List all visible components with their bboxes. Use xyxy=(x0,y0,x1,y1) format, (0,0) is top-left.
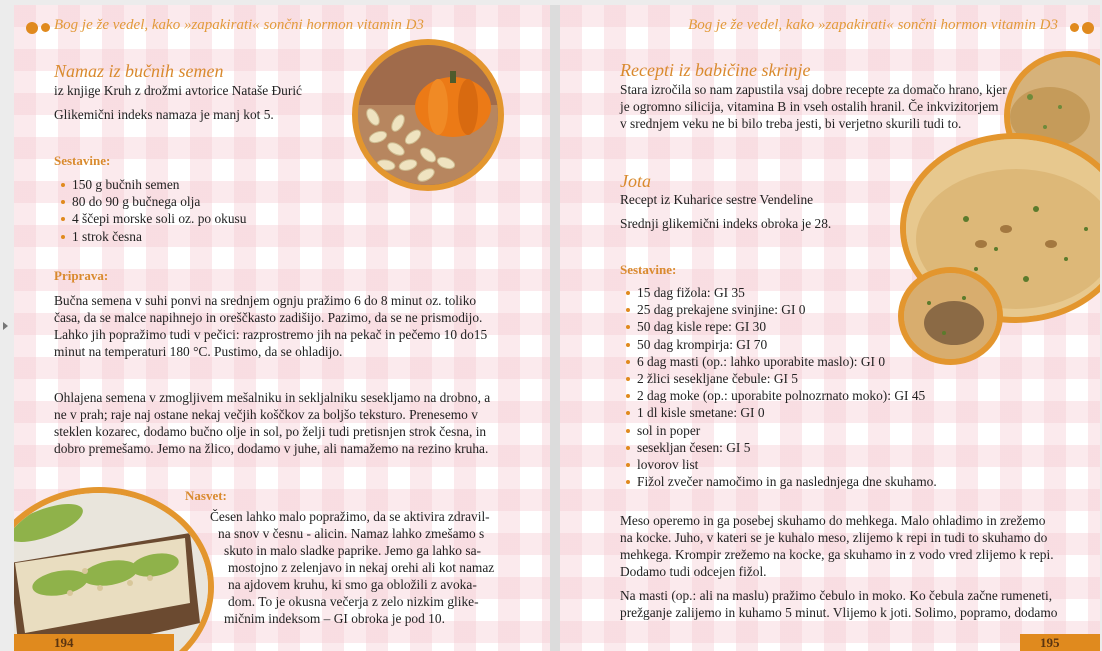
text-line: steklen kozarec, dodamo bučno olje in sol, po želji tudi pretisnjen strok česna, in xyxy=(54,424,487,439)
text-line: prežganje zalijemo in kuhamo 5 minut. Vlijemo k joti. Solimo, popramo, dodamo xyxy=(620,605,1058,620)
method-paragraph-2 xyxy=(620,587,1060,621)
section-title: Recepti iz babičine skrinje xyxy=(620,60,811,80)
text-line: skuto in malo sladke paprike. Jemo ga lahko sa- xyxy=(224,543,481,558)
list-item: 80 do 90 g bučnega olja xyxy=(61,193,246,210)
list-item: 50 dag krompirja: GI 70 xyxy=(626,336,937,353)
list-item: 6 dag masti (op.: lahko uporabite maslo): GI 0 xyxy=(626,353,937,370)
page-gutter xyxy=(550,5,560,651)
list-item: 15 dag fižola: GI 35 xyxy=(626,284,937,301)
text-line: na kocke. Juho, v kateri se je kuhalo meso, zlijemo k repi in tudi to skuhamo do xyxy=(620,530,1048,545)
gi-note: Srednji glikemični indeks obroka je 28. xyxy=(620,216,832,231)
ingredients-heading: Sestavine: xyxy=(620,262,677,277)
recipe-title: Namaz iz bučnih semen xyxy=(54,61,224,81)
list-item: Fižol zvečer namočimo in ga naslednjega dne skuhamo. xyxy=(626,473,937,490)
text-line: dobro premešamo. Jemo na žlico, dodamo v juhe, ali namažemo na rezino kruha. xyxy=(54,441,489,456)
text-line: je ogromno silicija, vitamina B in vseh ostalih hranil. Če inkvizitorjem xyxy=(620,99,999,114)
list-item: 50 dag kisle repe: GI 30 xyxy=(626,318,937,335)
text-line: Meso operemo in ga posebej skuhamo do mehkega. Malo ohladimo in zrežemo xyxy=(620,513,1046,528)
list-item: sol in poper xyxy=(626,422,937,439)
page-right xyxy=(560,5,1100,651)
list-item: 1 dl kisle smetane: GI 0 xyxy=(626,404,937,421)
recipe-source: Recept iz Kuharice sestre Vendeline xyxy=(620,192,814,207)
list-item: sesekljan česen: GI 5 xyxy=(626,439,937,456)
text-line: ne v prah; raje naj ostane nekaj večjih koščkov za boljšo teksturo. Prenesemo v xyxy=(54,407,478,422)
method-heading: Priprava: xyxy=(54,268,109,283)
text-line: mostojno z zelenjavo in nekaj orehi ali kot namaz xyxy=(228,560,495,575)
method-paragraph-1 xyxy=(620,512,1060,580)
list-item: 4 ščepi morske soli oz. po okusu xyxy=(61,210,246,227)
text-line: v srednjem veku ne bi bilo treba jesti, bi verjetno skurili tudi to. xyxy=(620,116,962,131)
tip-heading: Nasvet: xyxy=(185,488,227,503)
ingredients-list xyxy=(61,176,246,245)
method-paragraph-2 xyxy=(54,389,494,457)
page-left xyxy=(14,5,550,651)
intro-paragraph xyxy=(620,81,1020,132)
list-item: 2 dag moke (op.: uporabite polnozrnato moko): GI 45 xyxy=(626,387,937,404)
ingredients-heading: Sestavine: xyxy=(54,153,111,168)
text-line: Stara izročila so nam zapustila vsaj dobre recepte za domačo hrano, kjer xyxy=(620,82,1007,97)
list-item: 150 g bučnih semen xyxy=(61,176,246,193)
list-item: lovorov list xyxy=(626,456,937,473)
text-line: na ajdovem kruhu, ki smo ga obložili z avoka- xyxy=(228,577,477,592)
text-line: dom. To je okusna večerja z zelo nizkim glike- xyxy=(228,594,479,609)
tip-paragraph xyxy=(210,508,496,627)
text-line: Česen lahko malo popražimo, da se aktivira zdravil- xyxy=(210,509,490,524)
text-line: časa, da se malce napihnejo in oreščkasto zadišijo. Pazimo, da se ne prismodijo. xyxy=(54,310,483,325)
recipe-title: Jota xyxy=(620,171,651,191)
running-head: Bog je že vedel, kako »zapakirati« sončni hormon vitamin D3 xyxy=(688,17,1058,33)
text-line: Lahko jih popražimo tudi v pečici: razprostremo jih na pekač in pečemo 10 do15 xyxy=(54,327,488,342)
page-number: 194 xyxy=(14,634,174,651)
text-line: na snov v česnu - alicin. Namaz lahko zmešamo s xyxy=(218,526,485,541)
list-item: 1 strok česna xyxy=(61,228,246,245)
running-head: Bog je že vedel, kako »zapakirati« sončni hormon vitamin D3 xyxy=(54,17,424,33)
ingredients-list xyxy=(626,284,937,490)
list-item: 25 dag prekajene svinjine: GI 0 xyxy=(626,301,937,318)
text-line: Dodamo tudi odcejen fižol. xyxy=(620,564,767,579)
gi-note: Glikemični indeks namaza je manj kot 5. xyxy=(54,107,274,122)
recipe-source: iz knjige Kruh z drožmi avtorice Nataše Đurić xyxy=(54,83,303,98)
text-line: minut na temperaturi 180 °C. Pustimo, da se ohladijo. xyxy=(54,344,343,359)
text-line: mičnim indeksom – GI obroka je pod 10. xyxy=(224,611,445,626)
page-number: 195 xyxy=(1020,634,1100,651)
decorative-dots-icon xyxy=(26,22,50,34)
method-paragraph-1 xyxy=(54,292,494,360)
page-nav-arrow-icon[interactable] xyxy=(3,322,8,330)
list-item: 2 žlici sesekljane čebule: GI 5 xyxy=(626,370,937,387)
text-line: mehkega. Krompir zrežemo na kocke, ga skuhamo in z vodo vred zlijemo k repi. xyxy=(620,547,1054,562)
decorative-dots-icon xyxy=(1070,22,1094,34)
text-line: Ohlajena semena v zmogljivem mešalniku in sekljalniku sesekljamo na drobno, a xyxy=(54,390,491,405)
text-line: Na masti (op.: ali na maslu) pražimo čebulo in moko. Ko čebula začne rumeneti, xyxy=(620,588,1053,603)
pumpkin-seeds-photo xyxy=(352,39,504,191)
text-line: Bučna semena v suhi ponvi na srednjem ognju pražimo 6 do 8 minut oz. toliko xyxy=(54,293,477,308)
avocado-toast-photo xyxy=(14,487,214,651)
